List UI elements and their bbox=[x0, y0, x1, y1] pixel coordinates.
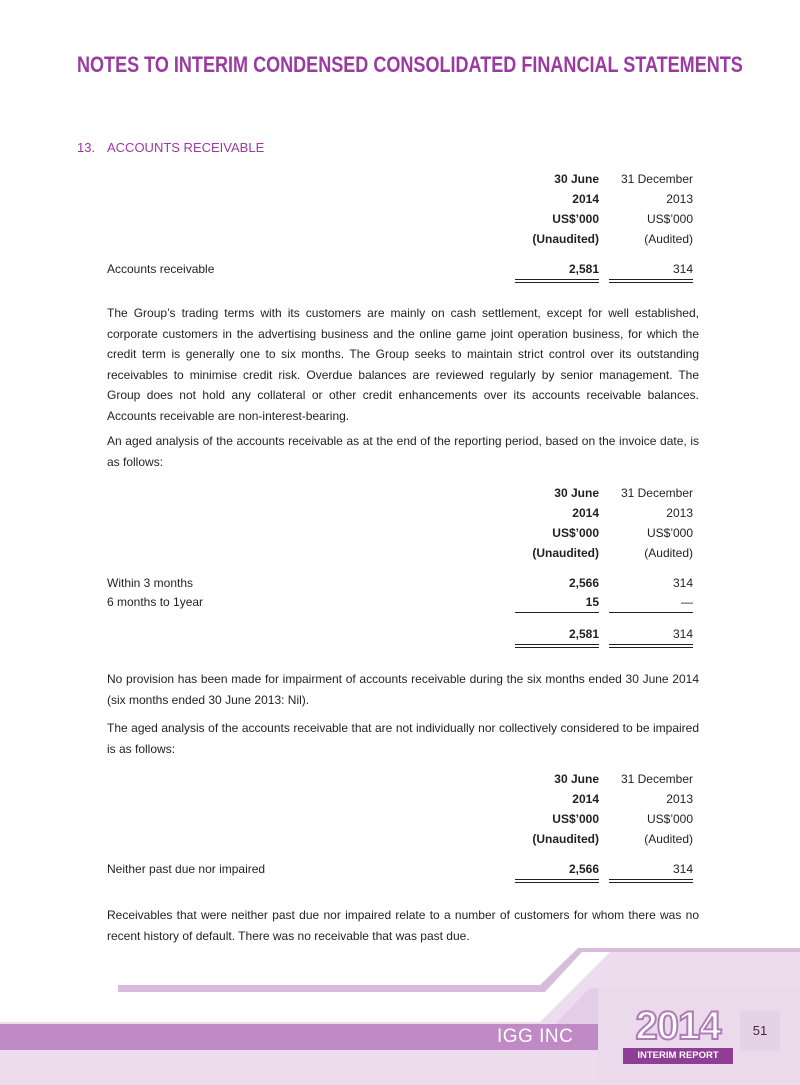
company-name: IGG INC bbox=[497, 1026, 574, 1047]
logo-subtitle: INTERIM REPORT bbox=[623, 1048, 733, 1064]
section-heading bbox=[77, 140, 264, 155]
row-value-2013: 314 bbox=[672, 862, 693, 876]
table-row bbox=[107, 576, 699, 596]
paragraph-trading-terms: The Group’s trading terms with its customers are mainly on cash settlement, except for well established, corporate customers in the advertising business and the online game joint operation business, for which the credit term is generally one to six months. The Group seeks to maintain strict control over its outstanding receivables to minimise credit risk. Overdue balances are reviewed regularly by senior management. The Group does not hold any collateral or other credit enhancements over its accounts receivable balances. Accounts receivable are non-interest-bearing. bbox=[107, 306, 699, 423]
double-underline bbox=[515, 279, 599, 283]
row-value-2014: 15 bbox=[585, 595, 599, 609]
col1-header-status: (Unaudited) bbox=[532, 546, 599, 560]
paragraph-not-impaired-intro: The aged analysis of the accounts receivable that are not individually nor collectively considered to be impaired is as follows: bbox=[107, 721, 699, 756]
col2-header-unit: US$’000 bbox=[646, 526, 693, 540]
row-value-2014: 2,566 bbox=[568, 576, 599, 590]
col1-header-date: 30 June bbox=[554, 772, 599, 786]
col1-header-date: 30 June bbox=[554, 486, 599, 500]
col1-header-year: 2014 bbox=[572, 506, 599, 520]
col1-header-status: (Unaudited) bbox=[532, 232, 599, 246]
total-value-2014: 2,581 bbox=[568, 627, 599, 641]
row-label: Within 3 months bbox=[107, 576, 194, 590]
double-underline bbox=[515, 644, 599, 648]
col2-header-date: 31 December bbox=[620, 172, 693, 186]
col1-header-year: 2014 bbox=[572, 792, 599, 806]
subtotal-rule bbox=[515, 612, 599, 613]
col2-header-date: 31 December bbox=[620, 772, 693, 786]
section-number: 13. bbox=[77, 140, 96, 155]
col1-header-date: 30 June bbox=[554, 172, 599, 186]
col2-header-status: (Audited) bbox=[644, 832, 693, 846]
col1-header-year: 2014 bbox=[572, 192, 599, 206]
col2-header-unit: US$’000 bbox=[646, 212, 693, 226]
col2-header-unit: US$’000 bbox=[646, 812, 693, 826]
paragraph-not-past-due: Receivables that were neither past due nor impaired relate to a number of customers for whom there was no recent history of default. There was no receivable that was past due. bbox=[107, 908, 699, 943]
row-value-2014: 2,581 bbox=[568, 262, 599, 276]
section-title: ACCOUNTS RECEIVABLE bbox=[107, 140, 265, 155]
paragraph-impairment: No provision has been made for impairment of accounts receivable during the six months ended 30 June 2014 (six months ended 30 June 2013: Nil). bbox=[107, 672, 699, 707]
row-value-2013: 314 bbox=[672, 262, 693, 276]
col2-header-year: 2013 bbox=[666, 506, 693, 520]
page-number: 51 bbox=[740, 1011, 780, 1051]
col1-header-status: (Unaudited) bbox=[532, 832, 599, 846]
col2-header-date: 31 December bbox=[620, 486, 693, 500]
double-underline bbox=[609, 644, 693, 648]
interim-report-logo bbox=[619, 1004, 737, 1062]
row-value-2014: 2,566 bbox=[568, 862, 599, 876]
col1-header-unit: US$’000 bbox=[552, 212, 599, 226]
double-underline bbox=[609, 879, 693, 883]
row-label: 6 months to 1year bbox=[107, 595, 204, 609]
col2-header-year: 2013 bbox=[666, 792, 693, 806]
double-underline bbox=[609, 279, 693, 283]
page-title: NOTES TO INTERIM CONDENSED CONSOLIDATED FINANCIAL STATEMENTS bbox=[77, 52, 743, 77]
row-label: Accounts receivable bbox=[107, 262, 215, 276]
double-underline bbox=[515, 879, 599, 883]
row-label: Neither past due nor impaired bbox=[107, 862, 266, 876]
logo-year: 2014 bbox=[635, 1004, 721, 1048]
col1-header-unit: US$’000 bbox=[552, 526, 599, 540]
col1-header-unit: US$’000 bbox=[552, 812, 599, 826]
row-value-2013: — bbox=[681, 595, 693, 609]
total-value-2013: 314 bbox=[672, 627, 693, 641]
col2-header-year: 2013 bbox=[666, 192, 693, 206]
subtotal-rule bbox=[609, 612, 693, 613]
col2-header-status: (Audited) bbox=[644, 546, 693, 560]
col2-header-status: (Audited) bbox=[644, 232, 693, 246]
row-value-2013: 314 bbox=[672, 576, 693, 590]
paragraph-aged-analysis-intro: An aged analysis of the accounts receivable as at the end of the reporting period, based on the invoice date, is as follows: bbox=[107, 434, 699, 469]
